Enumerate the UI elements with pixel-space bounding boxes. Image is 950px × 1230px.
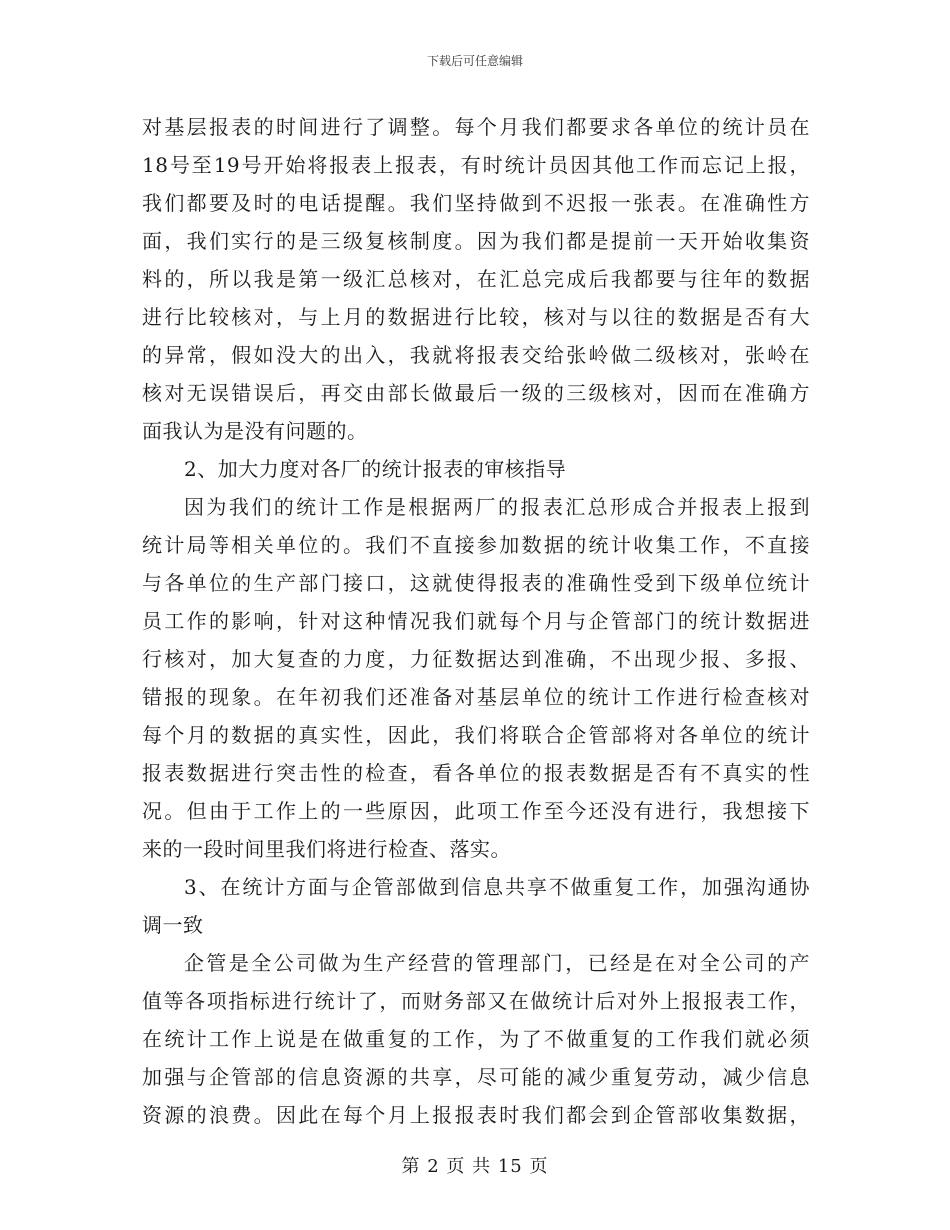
body-line-13: 与各单位的生产部门接口，这就使得报表的准确性受到下级单位统计 — [142, 571, 810, 595]
body-line-4: 面，我们实行的是三级复核制度。因为我们都是提前一天开始收集资 — [142, 229, 810, 253]
body-line-2: 18号至19号开始将报表上报表，有时统计员因其他工作而忘记上报， — [142, 153, 810, 177]
body-line-16: 错报的现象。在年初我们还准备对基层单位的统计工作进行检查核对 — [142, 685, 810, 709]
document-body — [142, 108, 810, 1134]
section-heading-3: 3、在统计方面与企管部做到信息共享不做重复工作，加强沟通协 — [184, 875, 810, 899]
body-line-23: 企管是全公司做为生产经营的管理部门，已经是在对全公司的产 — [184, 951, 810, 975]
body-line-9: 面我认为是没有问题的。 — [142, 419, 368, 443]
body-line-12: 统计局等相关单位的。我们不直接参加数据的统计收集工作，不直接 — [142, 533, 810, 557]
body-line-11: 因为我们的统计工作是根据两厂的报表汇总形成合并报表上报到 — [184, 495, 810, 519]
body-line-17: 每个月的数据的真实性，因此，我们将联合企管部将对各单位的统计 — [142, 723, 810, 747]
body-line-14: 员工作的影响，针对这种情况我们就每个月与企管部门的统计数据进 — [142, 609, 810, 633]
body-line-6: 进行比较核对，与上月的数据进行比较，核对与以往的数据是否有大 — [142, 305, 810, 329]
section-heading-2: 2、加大力度对各厂的统计报表的审核指导 — [184, 457, 567, 481]
body-line-24: 值等各项指标进行统计了，而财务部又在做统计后对外上报报表工作， — [142, 989, 810, 1013]
section-heading-3-cont: 调一致 — [142, 913, 204, 937]
body-line-3: 我们都要及时的电话提醒。我们坚持做到不迟报一张表。在准确性方 — [142, 191, 810, 215]
body-line-7: 的异常，假如没大的出入，我就将报表交给张岭做二级核对，张岭在 — [142, 343, 810, 367]
body-line-8: 核对无误错误后，再交由部长做最后一级的三级核对，因而在准确方 — [142, 381, 810, 405]
body-line-27: 资源的浪费。因此在每个月上报报表时我们都会到企管部收集数据， — [142, 1103, 810, 1127]
body-line-18: 报表数据进行突击性的检查，看各单位的报表数据是否有不真实的性 — [142, 761, 810, 785]
page-header: 下载后可任意编辑 — [426, 54, 523, 68]
body-line-26: 加强与企管部的信息资源的共享，尽可能的减少重复劳动，减少信息 — [142, 1065, 810, 1089]
body-line-25: 在统计工作上说是在做重复的工作，为了不做重复的工作我们就必须 — [142, 1027, 810, 1051]
body-line-20: 来的一段时间里我们将进行检查、落实。 — [142, 837, 511, 861]
body-line-19: 况。但由于工作上的一些原因，此项工作至今还没有进行，我想接下 — [142, 799, 810, 823]
body-line-15: 行核对，加大复查的力度，力征数据达到准确，不出现少报、多报、 — [142, 647, 810, 671]
page-number-footer: 第 2 页 共 15 页 — [401, 1156, 549, 1177]
body-line-5: 料的，所以我是第一级汇总核对，在汇总完成后我都要与往年的数据 — [142, 267, 810, 291]
body-line-1: 对基层报表的时间进行了调整。每个月我们都要求各单位的统计员在 — [142, 115, 810, 139]
